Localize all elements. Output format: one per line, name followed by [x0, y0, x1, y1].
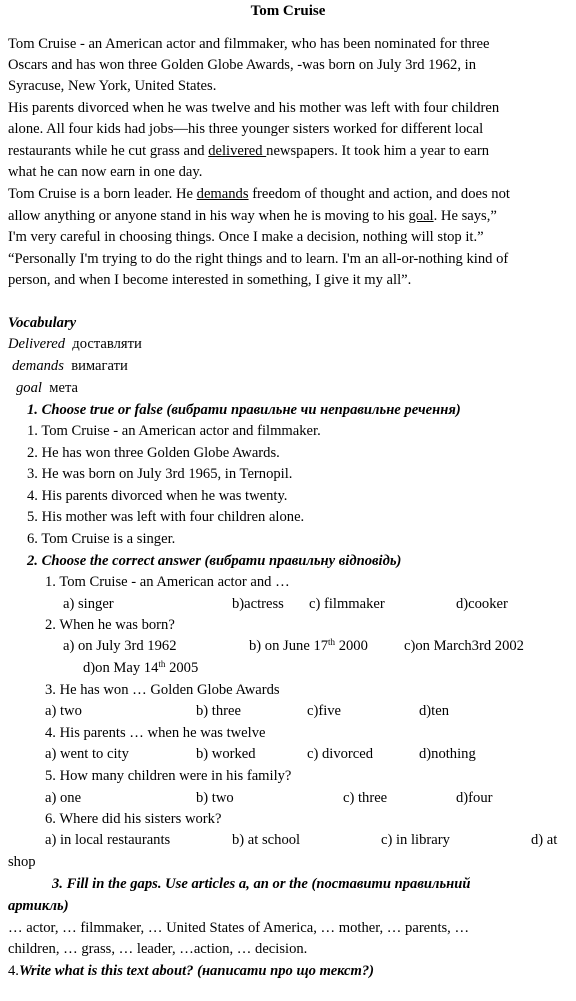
- vocab-item: Delivered доставляти: [8, 336, 142, 352]
- task1-item: 6. Tom Cruise is a singer.: [27, 531, 176, 547]
- vocabulary-heading: Vocabulary: [8, 315, 77, 331]
- text-line: Tom Cruise is a born leader. He demands freedom of thought and action, and does not: [8, 186, 510, 202]
- answer-option: c) filmmaker: [309, 596, 385, 612]
- task1-item: 3. He was born on July 3rd 1965, in Ternopil.: [27, 466, 293, 482]
- answer-option: a) one: [45, 790, 82, 806]
- answer-option: a) two: [45, 703, 82, 719]
- answer-option: b) worked: [196, 746, 256, 762]
- answer-option: b) on June 17th 2000: [249, 637, 368, 654]
- question: 4. His parents … when he was twelve: [45, 725, 266, 741]
- answer-option: c) in library: [381, 832, 450, 848]
- text-line: “Personally I'm trying to do the right things and to learn. I'm an all-or-nothing kind of: [8, 251, 509, 267]
- answer-option: b) at school: [232, 832, 301, 848]
- answer-option: b)actress: [232, 596, 284, 612]
- answer-option: d)nothing: [419, 746, 476, 762]
- answer-option: d)ten: [419, 703, 449, 719]
- answer-option: a) went to city: [45, 746, 129, 762]
- answer-option: d)on May 14th 2005: [83, 659, 199, 676]
- gap-line: children, … grass, … leader, …action, … decision.: [8, 941, 308, 957]
- text-line: His parents divorced when he was twelve and his mother was left with four children: [8, 100, 500, 116]
- task1-heading: 1. Choose true or false (вибрати правильне чи неправильне речення): [27, 402, 461, 418]
- answer-option: d)cooker: [456, 596, 508, 612]
- answer-option: c)on March3rd 2002: [404, 638, 524, 654]
- question: 6. Where did his sisters work?: [45, 811, 222, 827]
- task1-item: 2. He has won three Golden Globe Awards.: [27, 445, 280, 461]
- task3-heading-cont: артикль): [8, 898, 69, 914]
- text-line: person, and when I become interested in something, I give it my all”.: [8, 272, 412, 288]
- text-line: Syracuse, New York, United States.: [8, 78, 217, 94]
- question: 3. He has won … Golden Globe Awards: [45, 682, 280, 698]
- answer-option: c)five: [307, 703, 342, 719]
- vocab-item: demands вимагати: [12, 358, 128, 374]
- task2-heading: 2. Choose the correct answer (вибрати правильну відповідь): [27, 553, 402, 569]
- answer-option: c) three: [343, 790, 388, 806]
- answer-option: b) three: [196, 703, 241, 719]
- text-line: Oscars and has won three Golden Globe Awards, -was born on July 3rd 1962, in: [8, 57, 477, 73]
- text-line: alone. All four kids had jobs—his three younger sisters worked for different local: [8, 121, 484, 137]
- answer-option: b) two: [196, 790, 234, 806]
- answer-option-wrap: shop: [8, 854, 36, 870]
- answer-option: a) singer: [63, 596, 114, 612]
- underlined-word: delivered: [208, 143, 267, 159]
- text-line: Tom Cruise - an American actor and filmmaker, who has been nominated for three: [8, 36, 490, 52]
- answer-option: a) on July 3rd 1962: [63, 638, 177, 654]
- question: 5. How many children were in his family?: [45, 768, 292, 784]
- underlined-word: goal: [408, 208, 434, 224]
- vocab-item: goal мета: [16, 380, 78, 396]
- document-title: Tom Cruise: [250, 3, 326, 19]
- task4-heading: 4.Write what is this text about? (написати про що текст?): [8, 963, 375, 979]
- task1-item: 4. His parents divorced when he was twenty.: [27, 488, 288, 504]
- answer-option: a) in local restaurants: [45, 832, 171, 848]
- text-line: what he can now earn in one day.: [8, 164, 203, 180]
- text-line: allow anything or anyone stand in his way when he is moving to his goal. He says,”: [8, 208, 497, 224]
- text-line: I'm very careful in choosing things. Once I make a decision, nothing will stop it.”: [8, 229, 484, 245]
- question: 2. When he was born?: [45, 617, 175, 633]
- question: 1. Tom Cruise - an American actor and …: [45, 574, 290, 590]
- task1-item: 5. His mother was left with four children alone.: [27, 509, 305, 525]
- text-line: restaurants while he cut grass and delivered newspapers. It took him a year to earn: [8, 143, 490, 159]
- answer-option: c) divorced: [307, 746, 374, 762]
- answer-option: d)four: [456, 790, 493, 806]
- underlined-word: demands: [196, 186, 249, 202]
- answer-option: d) at: [531, 832, 558, 848]
- task1-item: 1. Tom Cruise - an American actor and filmmaker.: [27, 423, 321, 439]
- task3-heading: 3. Fill in the gaps. Use articles a, an or the (поставити правильний: [52, 876, 471, 892]
- gap-line: … actor, … filmmaker, … United States of America, … mother, … parents, …: [8, 920, 470, 936]
